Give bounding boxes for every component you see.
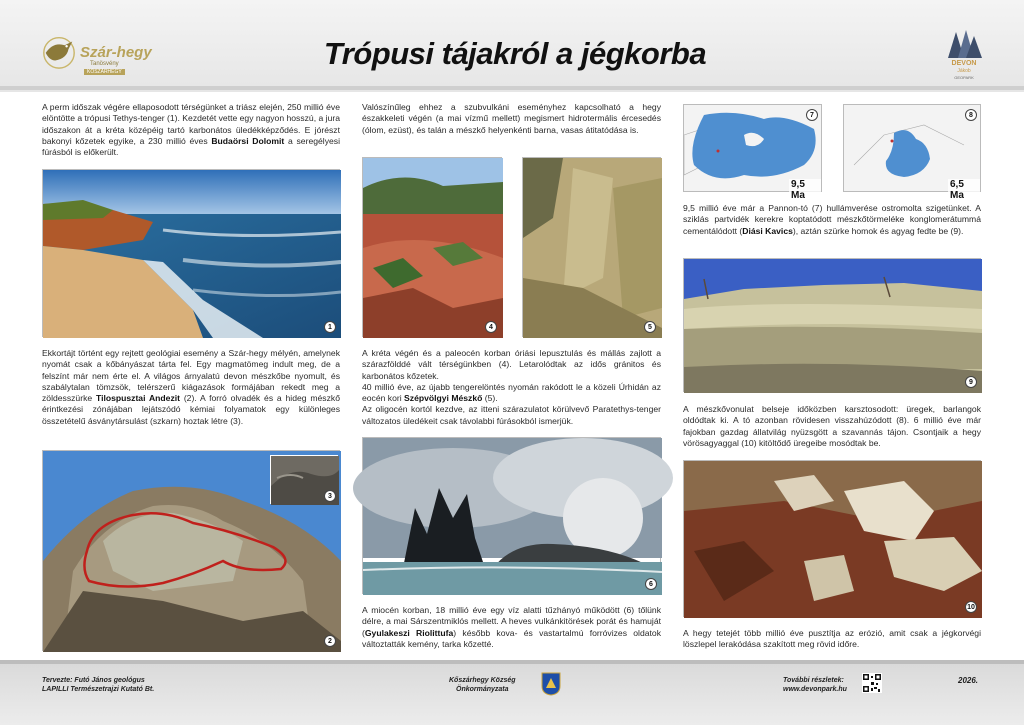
photo-9-conglomerate-cliff	[683, 258, 981, 392]
col2-paragraph-1: Valószínűleg ehhez a szubvulkáni eseményhez kapcsolható a hegy északkeleti végén (a mai vízmű mellett) megismert hidrotermális ércesedés (ólom, ezüst), és talán a mészkő helyenkénti barna, vasas átitatódása is.	[362, 102, 661, 135]
map-8-number: 8	[965, 109, 977, 121]
qr-code-icon[interactable]	[862, 673, 882, 693]
more-info-link[interactable]: További részletek: www.devonpark.hu	[783, 677, 847, 693]
col2-paragraph-2: A kréta végén és a paleocén korban óriási lepusztulás és mállás zajlott a szárazfölddé vált térségünkben (4). Letarolódtak az idős gránitos és karbonátos kőzetek. 40 millió éve, az újabb tengerelöntés nyomán rakódott le a közeli Úrhidán az eocén kori Szépvölgyi Mészkő (5). Az oligocén kortól kezdve, az itteni szárazulatot körülvevő Paratethys-tenger változatos üledékeit csak távolabbi fúrásokból ismerjük.	[362, 348, 661, 426]
devon-logo	[944, 28, 984, 84]
photo-10-red-clay-fill	[683, 460, 981, 617]
col3-paragraph-1: 9,5 millió éve már a Pannon-tó (7) hullámverése ostromolta szigetünket. A sziklás partvidék kerekre koptatódott mészkőtörmeléke konglomerátummá cementálódott (Diási Kavics), aztán szürke homok és agyag fedte be (9).	[683, 203, 981, 236]
map-7-pannon-lake	[683, 104, 822, 201]
map-7-age: 9,5 Ma	[789, 179, 821, 201]
photo-5-limestone-wall	[522, 157, 661, 337]
designer-credit: Tervezte: Futó János geológus LAPILLI Természetrajzi Kutató Bt.	[42, 677, 155, 693]
page-title: Trópusi tájakról a jégkorba	[323, 36, 707, 71]
header-divider	[0, 86, 1024, 90]
col2-paragraph-3: A miocén korban, 18 millió éve egy víz alatti tűzhányó működött (6) tőlünk délre, a mai Sárszentmiklós mellett. A heves vulkánkitörések porát és hamuját (Gyulakeszi Riolittufa) később kova- és vastartalmú forróvizes oldatok változtatták kemény, tarka kőzetté.	[362, 605, 661, 649]
photo-4-number: 4	[485, 321, 497, 333]
devon-sub: Jákob	[957, 68, 971, 74]
logo-tag: KŐSZÁRHEGY	[84, 69, 125, 75]
photo-5-number: 5	[644, 321, 656, 333]
logo-subtitle: Tanösvény	[90, 61, 119, 67]
szar-hegy-logo	[40, 30, 152, 78]
municipality-credit: Kőszárhegy Község Önkormányzata	[449, 677, 516, 693]
photo-3-number: 3	[324, 490, 336, 502]
photo-9-number: 9	[965, 376, 977, 388]
map-8-age: 6,5 Ma	[948, 179, 980, 201]
devon-name: DEVON	[951, 60, 977, 67]
devon-mountains-icon	[944, 28, 984, 60]
photo-1-beach	[42, 169, 340, 337]
col3-paragraph-3: A hegy tetejét több millió éve pusztítja az erózió, amit csak a jégkorvégi löszlepel lerakódása szakított meg rövid időre.	[683, 628, 981, 650]
photo-3-skarn-inset	[270, 455, 338, 504]
photo-2-number: 2	[324, 635, 336, 647]
photo-4-weathered-soil	[362, 157, 502, 337]
photo-2-rock-outcrop	[42, 450, 340, 651]
logo-name: Szár-hegy	[80, 44, 152, 61]
devon-small: GEOPARK	[954, 75, 974, 80]
coat-of-arms-icon	[541, 672, 561, 696]
col1-paragraph-1: A perm időszak végére ellaposodott térségünket a triász elején, 250 millió éve elöntötte a trópusi Tethys-tenger (1). Kezdetét vette egy nagyon hosszú, a jura időszakon át a kréta középéig tartó karbonátos üledékképződés. E jórészt bakonyi kőzetek egyike, a 230 millió éves Budaörsi Dolomit a seregélyesi fúrásból is előkerült.	[42, 102, 340, 158]
col3-paragraph-2: A mészkővonulat belseje időközben karsztosodott: üregek, barlangok oldódtak ki. A tó azonban rövidesen visszahúzódott (8). 6 millió éve már fajokban gazdag állatvilág nyüzsgött a szavannás tájon. Csontjaik a hegy vörösagyaggal (10) kitöltődő üregeibe mosódtak be.	[683, 404, 981, 448]
photo-1-number: 1	[324, 321, 336, 333]
photo-6-number: 6	[645, 578, 657, 590]
footer-divider	[0, 660, 1024, 664]
col1-paragraph-2: Ekkortájt történt egy rejtett geológiai esemény a Szár-hegy mélyén, amelynek nyomát csak a kőbányászat tárta fel. Egy magmatömeg indult meg, de a felszínt már nem érte el. A világos árnyalatú devon mészkőbe nyomult, és szabálytalan tömzsök, telérszerű kiágazások formájában rekedt meg a zöldesszürke Tilospusztai Andezit (2). A forró olvadék és a hideg mészkő érintkezési zónájában lejátszódó kémiai folyamatok egy különleges összetételű ásványtársulást (szkarn) hoztak létre (3).	[42, 348, 340, 426]
photo-10-number: 10	[965, 601, 977, 613]
map-8-lake-retreat	[843, 104, 981, 201]
bird-logo-icon	[40, 32, 78, 70]
year-label: 2026.	[958, 676, 979, 685]
photo-6-volcanic-eruption	[362, 437, 661, 594]
map-7-number: 7	[806, 109, 818, 121]
